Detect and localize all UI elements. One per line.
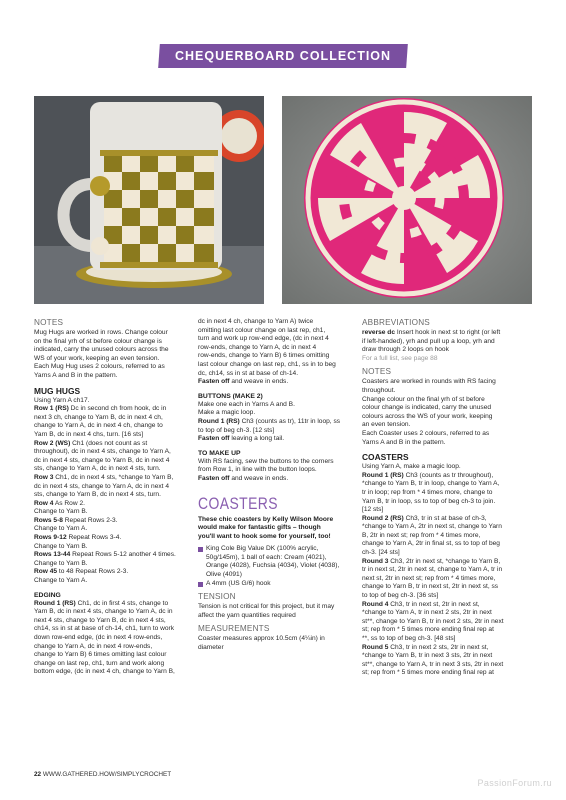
row-text: Tension is not critical for this project, but it may — [198, 603, 335, 611]
coaster-round-2 — [362, 515, 532, 524]
row-text: and weave in ends. — [229, 378, 289, 386]
notes-line: colour change is indicated, carry the unused — [362, 404, 492, 412]
lead-line: you'll want to hook some for yourself, too! — [198, 532, 331, 540]
row-text: Ch3, tr in st at base of ch-3, — [403, 514, 487, 522]
row-text: if left-handed), yrh and pull up a loop, yrh and — [362, 337, 495, 345]
column-1 — [34, 318, 184, 677]
row-label: Row 1 (RS) — [34, 405, 69, 413]
row-text: from Row 1, in line with the button loops. — [198, 466, 317, 474]
row-text: to top of beg ch-3. [12 sts] — [198, 426, 275, 434]
row-text: next st, 2tr in next st; rep from * 4 times more, — [362, 574, 496, 582]
row-text: Ch3, tr in next 2 sts, 2tr in next st, — [388, 643, 489, 651]
notes-line: on the final yrh of st before colour change is — [34, 337, 162, 345]
row-label: Rows 5-8 — [34, 516, 63, 524]
notes-line: Each Coaster uses 2 colours, referred to as — [362, 429, 490, 437]
row-text: turn and work up row-end edge, (dc in next 4 — [198, 335, 329, 343]
row-text: Ch1, dc in first 4 sts, change to — [75, 599, 169, 607]
mug-hugs-heading: MUG HUGS — [34, 385, 81, 396]
row-text: bottom edge, (dc in next 4 ch, change to Yarn B, — [34, 668, 175, 676]
row-text: **, ss to top of beg ch-3. [48 sts] — [362, 635, 456, 642]
row-text: *change to Yarn A, tr in next 2 sts, 2tr in next — [362, 609, 492, 617]
row-text: ch14, ss in st at base of ch-14, ch1, turn to work — [34, 625, 175, 633]
rows-5-8 — [34, 517, 184, 526]
coasters-lead — [198, 516, 348, 542]
tension-heading: TENSION — [198, 592, 236, 602]
row-text: Ch3, 2tr in next st, *change to Yarn B, — [388, 557, 501, 565]
row-text: Repeat Rows 5-12 another 4 times. — [70, 551, 176, 559]
row-text: next 3 ch, change to Yarn B, dc in next 4 ch, — [34, 413, 163, 421]
row-label: Rows 13-44 — [34, 551, 71, 559]
row-text: Yarn B, dc in next 4 sts, change to Yarn A, dc in — [34, 608, 173, 616]
row-text: Dc in second ch from hook, dc in — [68, 405, 167, 413]
row-label: Row 4 — [34, 499, 54, 507]
coasters-title: COASTERS — [198, 493, 278, 513]
row-text: st; rep from * 5 times more ending final rep at — [362, 669, 494, 677]
row-label: Row 3 — [34, 473, 54, 481]
fasten-off-3 — [198, 475, 348, 484]
notes-line: an even tension. — [362, 421, 411, 429]
page-number: 22 — [34, 771, 42, 778]
row-text: dc in next 4 sts, change to Yarn A, dc in next 4 — [34, 482, 170, 490]
row-text: Yarn B, tr in loop, ss to top of beg ch-3 to join. — [362, 497, 496, 505]
row-text: Make a magic loop. — [198, 409, 256, 417]
edging-heading: EDGING — [34, 591, 61, 599]
rows-9-12 — [34, 534, 184, 543]
row-text: Change to Yarn B. — [34, 542, 88, 550]
fasten-off-1 — [198, 378, 348, 387]
row-45 — [34, 568, 184, 577]
full-list-note: For a full list, see page 88 — [362, 354, 438, 362]
row-text: *change to Yarn B, tr in loop, change to Yarn A, — [362, 480, 500, 488]
row-text: Make one each in Yarns A and B. — [198, 400, 295, 408]
row-text: change on last rep, ch1, turn and work along — [34, 659, 165, 667]
rows-13-44 — [34, 551, 184, 560]
row-label: Fasten off — [198, 435, 230, 443]
row-label: Round 1 (RS) — [362, 471, 404, 479]
row-text: next 4 sts, change to Yarn B, dc in next 4 sts, — [34, 616, 166, 624]
row-text: *change to Yarn B, tr in next 3 sts, 2tr in next — [362, 652, 493, 660]
row-2 — [34, 440, 184, 449]
row-text: diameter — [198, 644, 224, 652]
notes-line: colours across the WS of your work, keeping — [362, 412, 493, 420]
row-text: change to Yarn A, dc in next 4 row-ends, — [34, 642, 153, 650]
row-text: Change to Yarn B. — [34, 508, 88, 516]
row-text: throughout), dc in next 4 sts, change to Yarn A, — [34, 448, 171, 456]
row-text: to top of beg ch-3. [36 sts] — [362, 592, 439, 600]
row-text: row-ends, change to Yarn B) 6 times omitting — [198, 352, 330, 360]
row-label: Round 3 — [362, 557, 389, 565]
square-bullet-icon — [198, 582, 203, 587]
row-3 — [34, 474, 184, 483]
row-text: dc, ch14, ss in st at base of ch-14. — [198, 369, 299, 377]
notes-line: WS of your work, keeping an even tension. — [34, 354, 160, 362]
abbr-reverse-dc — [362, 329, 532, 338]
row-text: last colour change on last rep, ch1, ss in to beg — [198, 360, 336, 368]
lead-line: These chic coasters by Kelly Wilson Moore — [198, 515, 334, 523]
square-bullet-icon — [198, 547, 203, 552]
notes-text — [34, 329, 184, 381]
row-label: Rows 9-12 — [34, 534, 67, 542]
row-text: leaving a long tail. — [229, 435, 285, 443]
lead-line: would make for fantastic gifts – though — [198, 524, 321, 532]
row-4 — [34, 500, 184, 509]
row-label: reverse dc — [362, 329, 395, 336]
row-text: st**, change to Yarn A, tr in next 3 sts, 2tr in next — [362, 660, 504, 668]
page-footer — [34, 771, 171, 778]
coaster-round-3 — [362, 558, 532, 567]
row-label: Round 1 (RS) — [198, 417, 240, 425]
footer-url: WWW.GATHERED.HOW/SIMPLYCROCHET — [41, 771, 172, 778]
bullet-line: Orange (4028), Fuchsia (4034), Violet (4038), — [206, 562, 340, 570]
row-text: As Row 2. — [53, 499, 85, 507]
row-text: ch-3. [24 sts] — [362, 549, 400, 557]
row-text: tr in loop; rep from * 4 times more, change to — [362, 488, 493, 496]
edging-round-1 — [34, 600, 184, 609]
banner-wrap — [0, 44, 566, 70]
row-text: Ch3, tr in next st, 2tr in next st, — [388, 600, 480, 608]
row-text: sts, change to Yarn B, dc in next 4 sts, turn. — [34, 491, 161, 499]
coasters-intro: Using Yarn A, make a magic loop. — [362, 463, 461, 471]
materials-bullet-hook — [198, 580, 348, 589]
fasten-off-2 — [198, 435, 348, 444]
row-text: to 48 Repeat Rows 2-3. — [57, 568, 129, 576]
bullet-line: Olive (4091) — [206, 571, 242, 579]
row-text: B, 2tr in next st; rep from * 4 times more, — [362, 531, 481, 539]
row-text: row-ends, change to Yarn A, dc in next 4 — [198, 343, 317, 351]
row-text: Repeat Rows 2-3. — [62, 516, 118, 524]
row-text: Ch1, dc in next 4 sts, *change to Yarn B, — [53, 473, 174, 481]
coaster-round-1 — [362, 472, 532, 481]
row-text: tr in next st, 2tr in next st, change to Yarn A, tr in — [362, 566, 503, 574]
row-text: *change to Yarn A, 2tr in next st, change to Yarn — [362, 523, 502, 531]
make-up-heading: TO MAKE UP — [198, 449, 241, 457]
measurements-heading: MEASUREMENTS — [198, 624, 270, 634]
row-text: st; rep from * 5 times more ending final rep at — [362, 626, 494, 634]
row-label: Round 1 (RS) — [34, 599, 76, 607]
notes-heading: NOTES — [34, 318, 64, 327]
abbreviations-heading: ABBREVIATIONS — [362, 318, 430, 327]
bullet-line: A 4mm (US G/6) hook — [206, 579, 271, 587]
row-text: Repeat Rows 3-4. — [66, 534, 122, 542]
notes-line: indicated, carry the unused colours across the — [34, 346, 169, 354]
row-text: down row-end edge, (dc in next 4 row-ends, — [34, 634, 163, 641]
row-label: Row 45 — [34, 568, 58, 576]
banner-text: CHEQUERBOARD COLLECTION — [174, 49, 392, 63]
notes-line: Yarns A and B in the pattern. — [34, 371, 118, 379]
row-text: Change to Yarn B. — [34, 559, 88, 567]
coaster-round-5 — [362, 644, 532, 653]
coaster-notes-heading: NOTES — [362, 367, 392, 377]
watermark: PassionForum.ru — [477, 778, 552, 788]
button-round-1 — [198, 418, 348, 427]
row-text: change to Yarn B, tr in next st, 2tr in next st, ss — [362, 583, 499, 591]
coaster-photo — [282, 96, 532, 304]
row-label: Fasten off — [198, 474, 230, 482]
section-banner — [158, 44, 408, 68]
row-text: sts, change to Yarn A, dc in next 4 sts, turn. — [34, 465, 161, 473]
notes-line: Yarns A and B in the pattern. — [362, 438, 446, 446]
notes-line: Change colour on the final yrh of st before — [362, 395, 485, 403]
row-text: change to Yarn A, 2tr in final st, ss to top of beg — [362, 540, 500, 548]
bullet-line: King Cole Big Value DK (100% acrylic, — [206, 545, 319, 553]
row-text: dc in next 4 ch, change to Yarn A) twice — [198, 318, 314, 325]
row-text: [12 sts] — [362, 506, 384, 514]
notes-line: throughout. — [362, 386, 396, 394]
notes-line: Each Mug Hug uses 2 colours, referred to as — [34, 363, 165, 371]
row-label: Row 2 (WS) — [34, 439, 71, 447]
row-text: Yarn B, dc in next 4 chs, turn. [16 sts] — [34, 430, 144, 438]
row-text: Ch3 (counts as tr throughout), — [403, 471, 494, 479]
row-label: Fasten off — [198, 378, 230, 386]
row-text: draw through 2 loops on hook — [362, 346, 449, 354]
row-text: Coaster measures approx 10.5cm (4¼in) in — [198, 635, 325, 643]
row-text: omitting last colour change on last rep, ch1, — [198, 326, 326, 334]
row-label: Round 2 (RS) — [362, 514, 404, 522]
row-text: affect the yarn quantities required — [198, 611, 296, 619]
row-text: st**, change to Yarn B, tr in next 2 sts, 2tr in next — [362, 617, 504, 625]
row-text: dc in next 4 sts, change to Yarn B, dc in next 4 — [34, 456, 170, 464]
row-label: Round 5 — [362, 643, 389, 651]
row-1 — [34, 405, 184, 414]
coaster-round-4 — [362, 601, 532, 610]
buttons-heading: BUTTONS (MAKE 2) — [198, 392, 263, 400]
notes-line: Coasters are worked in rounds with RS facing — [362, 378, 496, 386]
bullet-line: 50g/145m), 1 ball of each: Cream (4021), — [206, 553, 327, 561]
column-2 — [198, 318, 348, 653]
column-3 — [362, 318, 532, 678]
mug-hug-photo — [34, 96, 264, 304]
row-text: Ch3 (counts as tr), 11tr in loop, ss — [239, 417, 341, 425]
notes-line: Mug Hugs are worked in rows. Change colour — [34, 329, 168, 336]
row-text: With RS facing, sew the buttons to the corners — [198, 457, 334, 465]
row-text: Change to Yarn A. — [34, 525, 88, 533]
row-text: Ch1 (does not count as st — [70, 439, 148, 447]
row-text: Insert hook in next st to right (or left — [395, 329, 501, 336]
row-text: Change to Yarn A. — [34, 577, 88, 585]
coasters-heading: COASTERS — [362, 452, 409, 463]
bullet-text — [206, 545, 339, 579]
row-text: and weave in ends. — [229, 474, 289, 482]
materials-bullet-yarn — [198, 545, 348, 579]
mug-intro: Using Yarn A ch17. — [34, 396, 90, 404]
row-label: Round 4 — [362, 600, 389, 608]
row-text: change to Yarn A, dc in next 4 ch, change to — [34, 422, 163, 430]
row-text: change to Yarn B) 6 times omitting last colour — [34, 651, 167, 659]
